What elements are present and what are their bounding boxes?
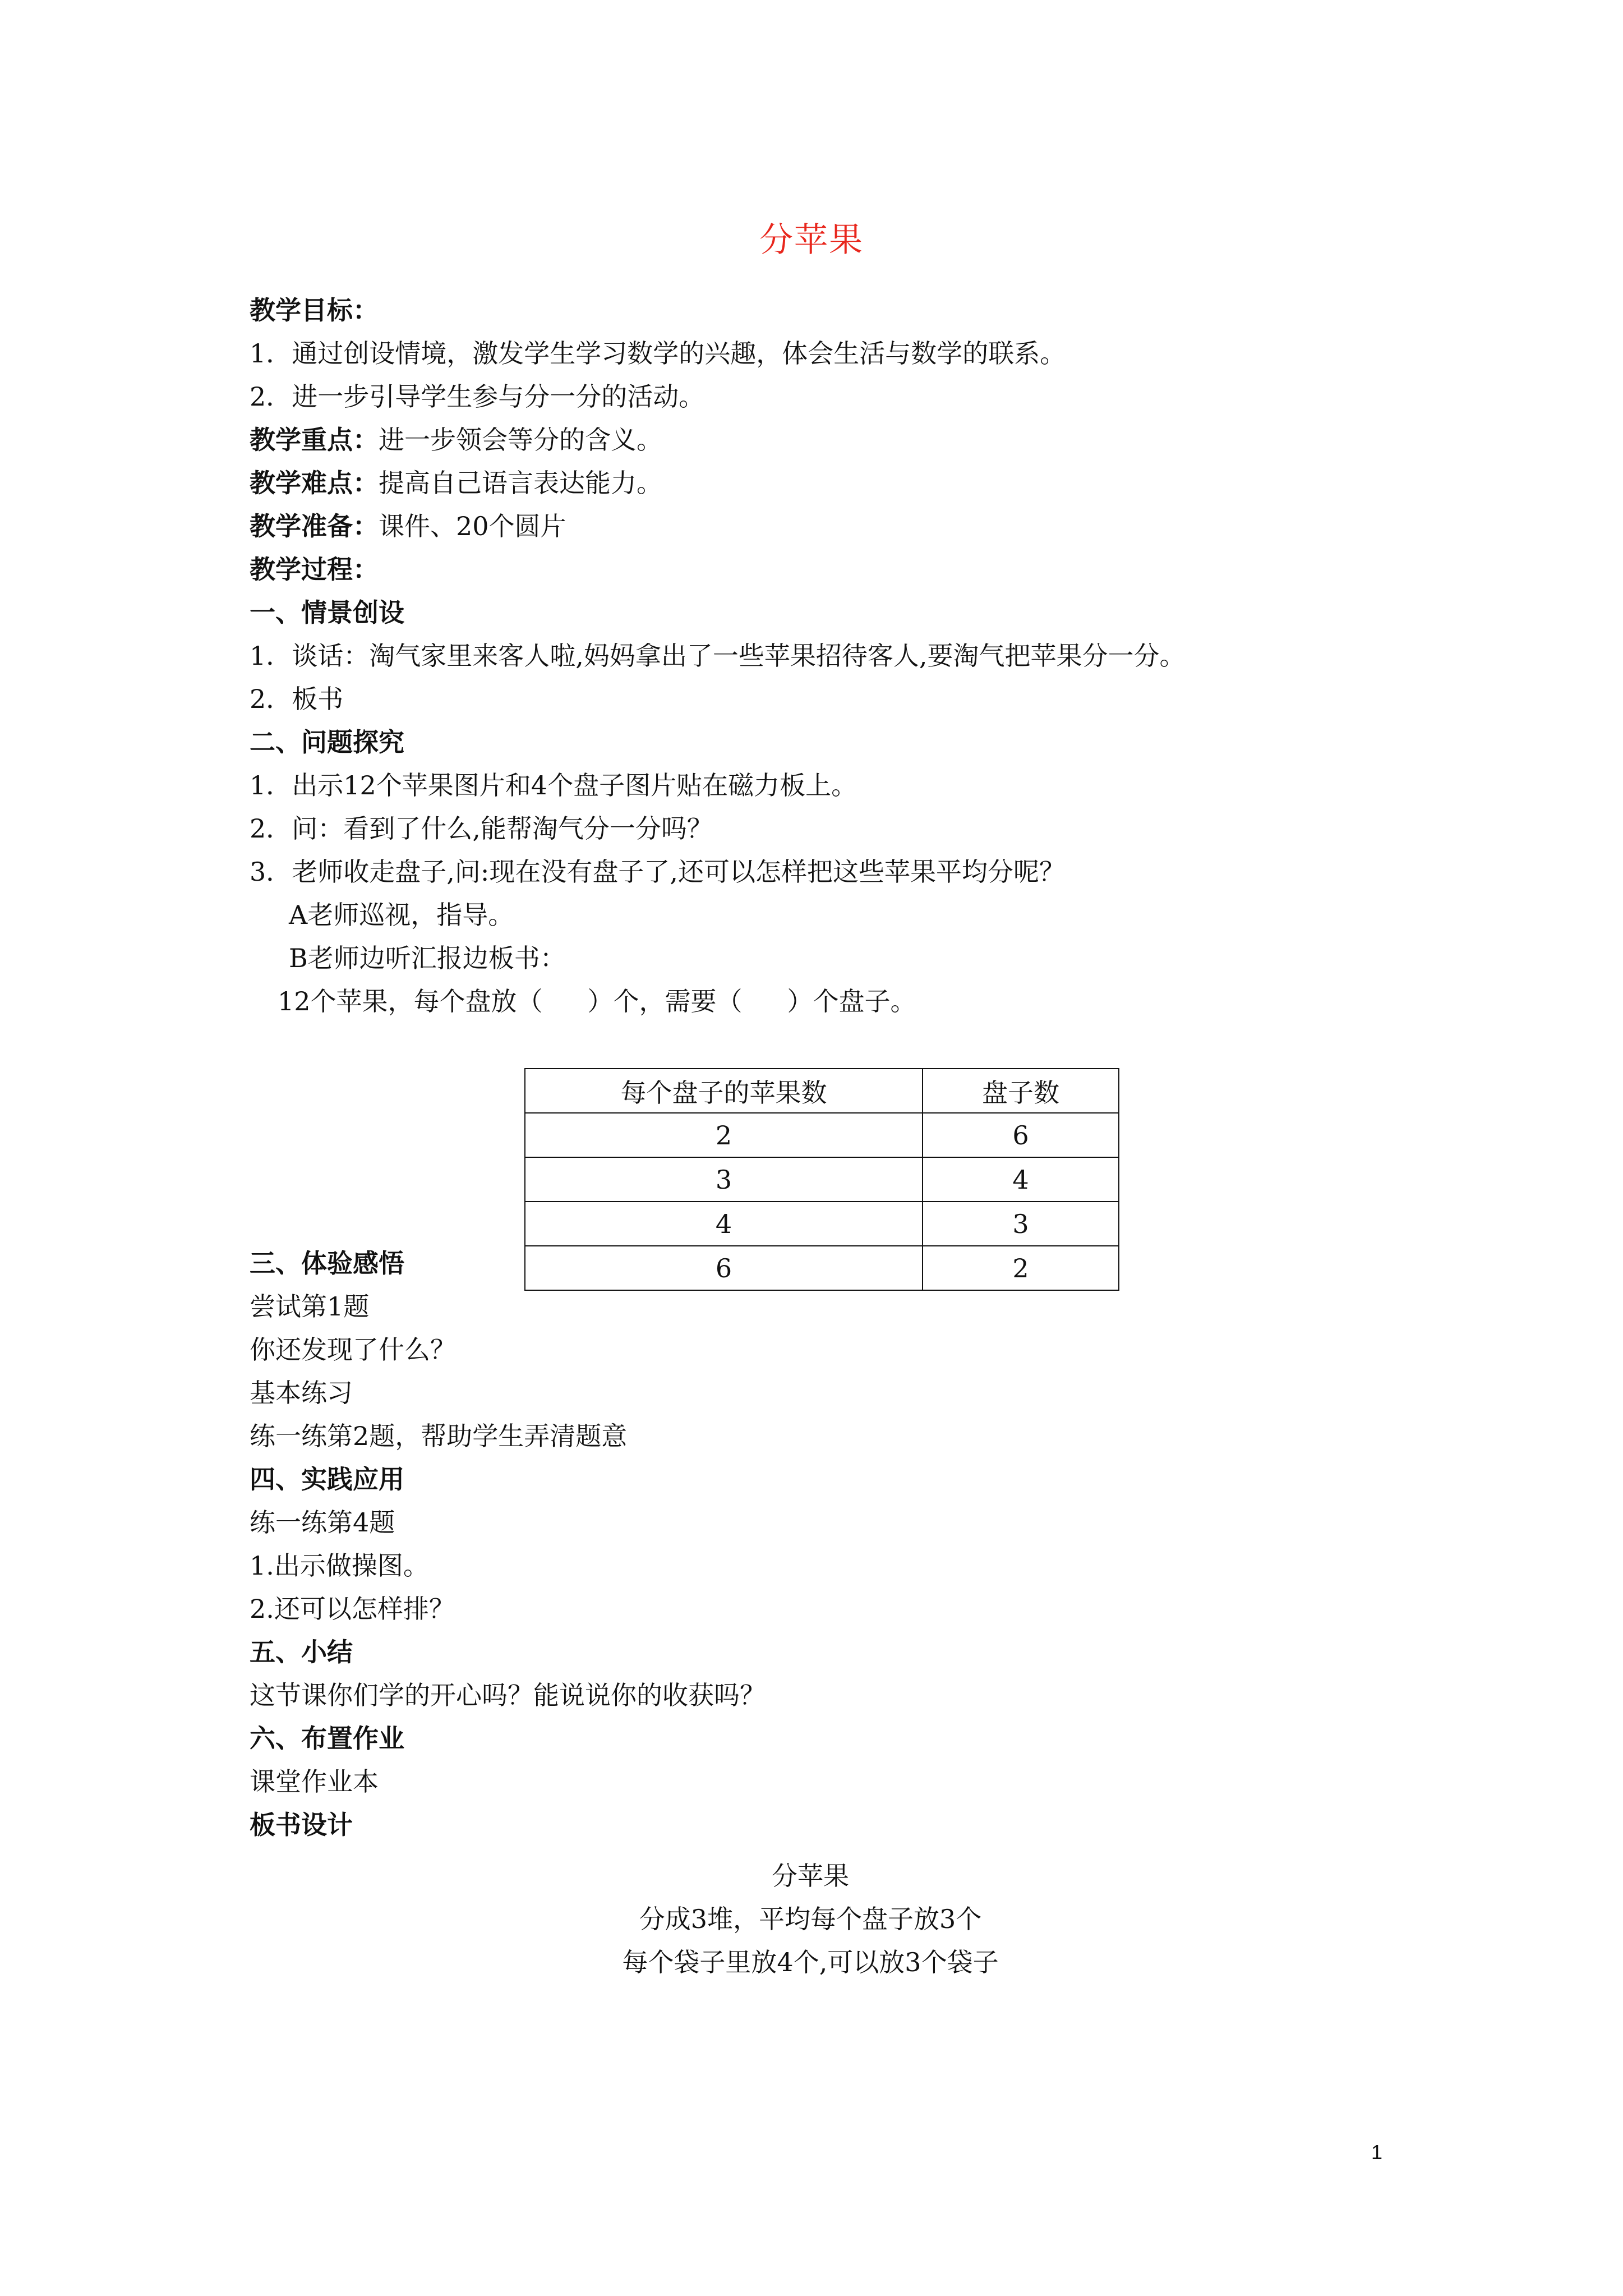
document-body <box>250 289 1371 1984</box>
process-heading: 教学过程： <box>250 554 379 585</box>
teaching-focus-text: 进一步领会等分的含义。 <box>379 425 662 455</box>
teaching-preparation-text: 课件、20个圆片 <box>379 511 566 541</box>
board-line-2: 分成3堆，平均每个盘子放3个 <box>639 1904 982 1934</box>
teaching-focus-label: 教学重点： <box>250 425 379 455</box>
table-header-row <box>525 1069 1119 1113</box>
table-cell: 6 <box>923 1113 1119 1157</box>
section-3-item-3: 基本练习 <box>250 1378 353 1408</box>
section-1-item-2: 2．板书 <box>250 684 344 714</box>
table-row <box>525 1246 1119 1290</box>
table-row <box>525 1157 1119 1202</box>
section-3-item-4: 练一练第2题，帮助学生弄清题意 <box>250 1421 628 1451</box>
page-number: 1 <box>1371 2141 1383 2164</box>
table-row <box>525 1202 1119 1246</box>
teaching-difficulty-text: 提高自己语言表达能力。 <box>379 468 662 498</box>
fill-blank-part-3: ）个盘子。 <box>787 986 916 1016</box>
section-2-heading: 二、问题探究 <box>250 727 404 757</box>
section-2-fill-blank <box>250 980 1371 1023</box>
objectives-heading: 教学目标： <box>250 295 379 325</box>
section-5-item-1: 这节课你们学的开心吗？能说说你的收获吗？ <box>250 1680 766 1710</box>
table-row <box>525 1113 1119 1157</box>
table-cell: 3 <box>525 1157 923 1202</box>
teaching-preparation-label: 教学准备： <box>250 511 379 541</box>
spacer <box>250 1847 1371 1855</box>
table-cell: 4 <box>525 1202 923 1246</box>
table-cell: 2 <box>923 1246 1119 1290</box>
fill-blank-part-2: ）个，需要（ <box>587 986 743 1016</box>
board-design-heading: 板书设计 <box>250 1810 353 1840</box>
objective-2: 2．进一步引导学生参与分一分的活动。 <box>250 381 705 412</box>
section-2-sub-b: B老师边听汇报边板书： <box>289 943 566 973</box>
section-1-item-1: 1．谈话：淘气家里来客人啦,妈妈拿出了一些苹果招待客人,要淘气把苹果分一分。 <box>250 641 1186 671</box>
section-4-item-2: 1.出示做操图。 <box>250 1550 429 1581</box>
teaching-preparation <box>250 505 1371 548</box>
section-6-heading: 六、布置作业 <box>250 1723 404 1754</box>
fill-blank-part-1: 12个苹果，每个盘放（ <box>278 986 543 1016</box>
board-line-1: 分苹果 <box>772 1861 849 1891</box>
section-2-item-3: 3．老师收走盘子,问:现在没有盘子了,还可以怎样把这些苹果平均分呢？ <box>250 857 1066 887</box>
document-title: 分苹果 <box>759 220 864 260</box>
section-5-heading: 五、小结 <box>250 1637 353 1667</box>
board-line-3: 每个袋子里放4个,可以放3个袋子 <box>622 1947 999 1977</box>
teaching-difficulty-label: 教学难点： <box>250 468 379 498</box>
objective-1: 1．通过创设情境，激发学生学习数学的兴趣，体会生活与数学的联系。 <box>250 338 1066 369</box>
section-1-heading: 一、情景创设 <box>250 597 404 628</box>
table-cell: 2 <box>525 1113 923 1157</box>
section-2-sub-a: A老师巡视，指导。 <box>289 900 514 930</box>
section-4-item-3: 2.还可以怎样排？ <box>250 1594 455 1624</box>
section-3-item-1: 尝试第1题 <box>250 1291 370 1322</box>
section-3-item-2: 你还发现了什么？ <box>250 1335 456 1365</box>
board-design <box>250 1855 1371 1984</box>
table-cell: 6 <box>525 1246 923 1290</box>
table-header-plates: 盘子数 <box>923 1069 1119 1113</box>
teaching-focus <box>250 418 1371 462</box>
apples-per-plate-table <box>524 1068 1119 1291</box>
table-cell: 3 <box>923 1202 1119 1246</box>
section-4-heading: 四、实践应用 <box>250 1464 404 1494</box>
section-3-heading: 三、体验感悟 <box>250 1248 404 1278</box>
teaching-difficulty <box>250 462 1371 505</box>
section-2-item-1: 1．出示12个苹果图片和4个盘子图片贴在磁力板上。 <box>250 770 857 800</box>
table-header-apples: 每个盘子的苹果数 <box>525 1069 923 1113</box>
section-4-item-1: 练一练第4题 <box>250 1507 395 1538</box>
section-6-item-1: 课堂作业本 <box>250 1766 379 1797</box>
table-cell: 4 <box>923 1157 1119 1202</box>
section-2-item-2: 2．问：看到了什么,能帮淘气分一分吗？ <box>250 813 713 844</box>
